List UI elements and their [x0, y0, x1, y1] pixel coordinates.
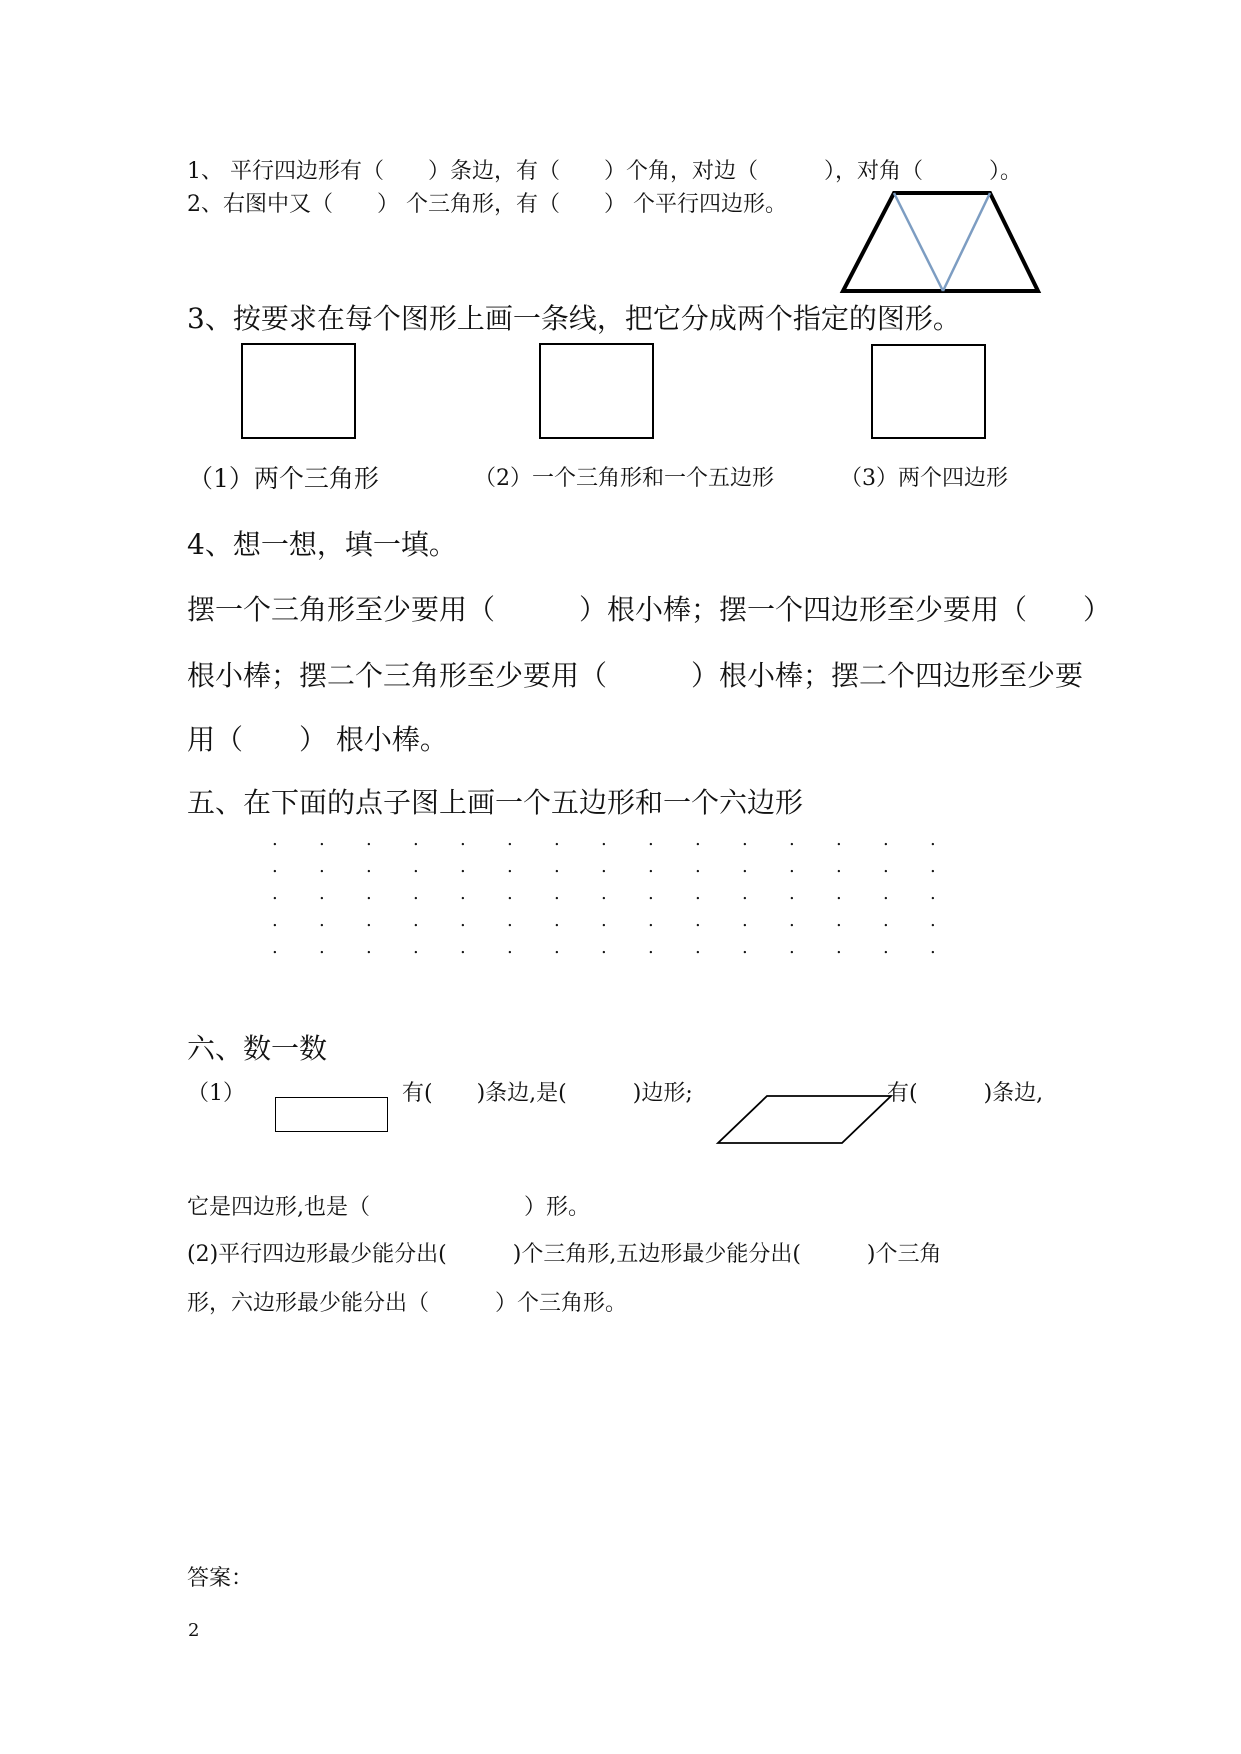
grid-dot: . [742, 910, 748, 931]
grid-dot: . [272, 883, 278, 904]
grid-dot: . [507, 856, 513, 877]
grid-dot: . [554, 883, 560, 904]
grid-dot: . [601, 910, 607, 931]
grid-dot: . [695, 910, 701, 931]
question-3-title: 3、按要求在每个图形上画一条线，把它分成两个指定的图形。 [187, 302, 961, 335]
question-6-part-1-text-b: 有( )条边, [887, 1081, 1044, 1106]
grid-dot: . [507, 883, 513, 904]
grid-dot: . [366, 937, 372, 958]
square-3 [871, 344, 986, 439]
grid-dot: . [460, 910, 466, 931]
grid-dot: . [695, 937, 701, 958]
grid-dot: . [836, 829, 842, 850]
inner-line-left [894, 193, 943, 291]
grid-dot: . [742, 937, 748, 958]
rectangle-figure [275, 1097, 388, 1132]
question-5-title: 五、在下面的点子图上画一个五边形和一个六边形 [187, 786, 804, 819]
grid-dot: . [742, 829, 748, 850]
question-6-part-1-label: （1） [187, 1081, 245, 1106]
grid-dot: . [883, 883, 889, 904]
grid-dot: . [413, 829, 419, 850]
grid-dot: . [883, 910, 889, 931]
grid-dot: . [507, 937, 513, 958]
grid-dot: . [883, 856, 889, 877]
grid-dot: . [601, 829, 607, 850]
grid-dot: . [319, 910, 325, 931]
grid-dot: . [507, 910, 513, 931]
grid-dot: . [648, 937, 654, 958]
question-6-part-2-line-1: (2)平行四边形最少能分出( )个三角形,五边形最少能分出( )个三角 [187, 1242, 942, 1267]
grid-dot: . [366, 883, 372, 904]
trapezoid-figure [840, 190, 1040, 295]
grid-dot: . [648, 829, 654, 850]
grid-dot: . [930, 910, 936, 931]
inner-line-right [943, 193, 990, 291]
grid-dot: . [319, 937, 325, 958]
grid-dot: . [789, 910, 795, 931]
grid-dot: . [648, 910, 654, 931]
grid-dot: . [695, 856, 701, 877]
grid-dot: . [789, 856, 795, 877]
square-2 [539, 343, 654, 439]
grid-dot: . [883, 829, 889, 850]
question-4-title: 4、想一想，填一填。 [187, 528, 457, 561]
parallelogram-outline [718, 1096, 891, 1143]
grid-dot: . [366, 910, 372, 931]
question-1: 1、 平行四边形有（ ）条边，有（ ）个角，对边（ ），对角（ ）。 [187, 159, 1022, 184]
grid-dot: . [930, 883, 936, 904]
trapezoid-outline [843, 193, 1038, 291]
grid-dot: . [836, 937, 842, 958]
grid-dot: . [413, 937, 419, 958]
grid-dot: . [319, 883, 325, 904]
grid-dot: . [366, 829, 372, 850]
grid-dot: . [601, 883, 607, 904]
grid-dot: . [460, 883, 466, 904]
grid-dot: . [836, 883, 842, 904]
grid-dot: . [366, 856, 372, 877]
square-1 [241, 343, 356, 439]
square-1-label: （1）两个三角形 [188, 464, 379, 493]
grid-dot: . [460, 937, 466, 958]
grid-dot: . [836, 910, 842, 931]
parallelogram-figure [715, 1094, 895, 1146]
grid-dot: . [272, 856, 278, 877]
question-6-title: 六、数一数 [187, 1032, 328, 1065]
grid-dot: . [413, 883, 419, 904]
grid-dot: . [319, 829, 325, 850]
grid-dot: . [413, 856, 419, 877]
grid-dot: . [460, 856, 466, 877]
grid-dot: . [272, 829, 278, 850]
question-4-line-2: 根小棒；摆二个三角形至少要用（ ）根小棒；摆二个四边形至少要 [187, 659, 1084, 692]
question-6-part-1-text-a: 有( )条边,是( )边形; [402, 1081, 693, 1106]
question-4-line-3: 用（ ） 根小棒。 [187, 723, 448, 756]
grid-dot: . [460, 829, 466, 850]
grid-dot: . [742, 883, 748, 904]
grid-dot: . [742, 856, 748, 877]
grid-dot: . [648, 856, 654, 877]
grid-dot: . [648, 883, 654, 904]
grid-dot: . [554, 856, 560, 877]
question-6-part-2-line-2: 形，六边形最少能分出（ ）个三角形。 [187, 1291, 628, 1316]
question-6-part-1-text-c: 它是四边形,也是（ ）形。 [187, 1195, 590, 1220]
grid-dot: . [554, 829, 560, 850]
grid-dot: . [601, 937, 607, 958]
grid-dot: . [836, 856, 842, 877]
grid-dot: . [930, 829, 936, 850]
grid-dot: . [554, 937, 560, 958]
grid-dot: . [695, 883, 701, 904]
question-4-line-1: 摆一个三角形至少要用（ ）根小棒；摆一个四边形至少要用（ ） [187, 593, 1112, 626]
grid-dot: . [272, 937, 278, 958]
grid-dot: . [930, 856, 936, 877]
grid-dot: . [601, 856, 607, 877]
grid-dot: . [507, 829, 513, 850]
page-number: 2 [188, 1620, 200, 1641]
grid-dot: . [413, 910, 419, 931]
grid-dot: . [272, 910, 278, 931]
grid-dot: . [883, 937, 889, 958]
grid-dot: . [930, 937, 936, 958]
question-2: 2、右图中又（ ） 个三角形，有（ ） 个平行四边形。 [187, 192, 787, 217]
answer-label: 答案： [187, 1566, 254, 1591]
grid-dot: . [789, 883, 795, 904]
square-2-label: （2）一个三角形和一个五边形 [474, 466, 774, 491]
square-3-label: （3）两个四边形 [840, 466, 1008, 491]
grid-dot: . [789, 937, 795, 958]
grid-dot: . [789, 829, 795, 850]
grid-dot: . [695, 829, 701, 850]
grid-dot: . [319, 856, 325, 877]
grid-dot: . [554, 910, 560, 931]
